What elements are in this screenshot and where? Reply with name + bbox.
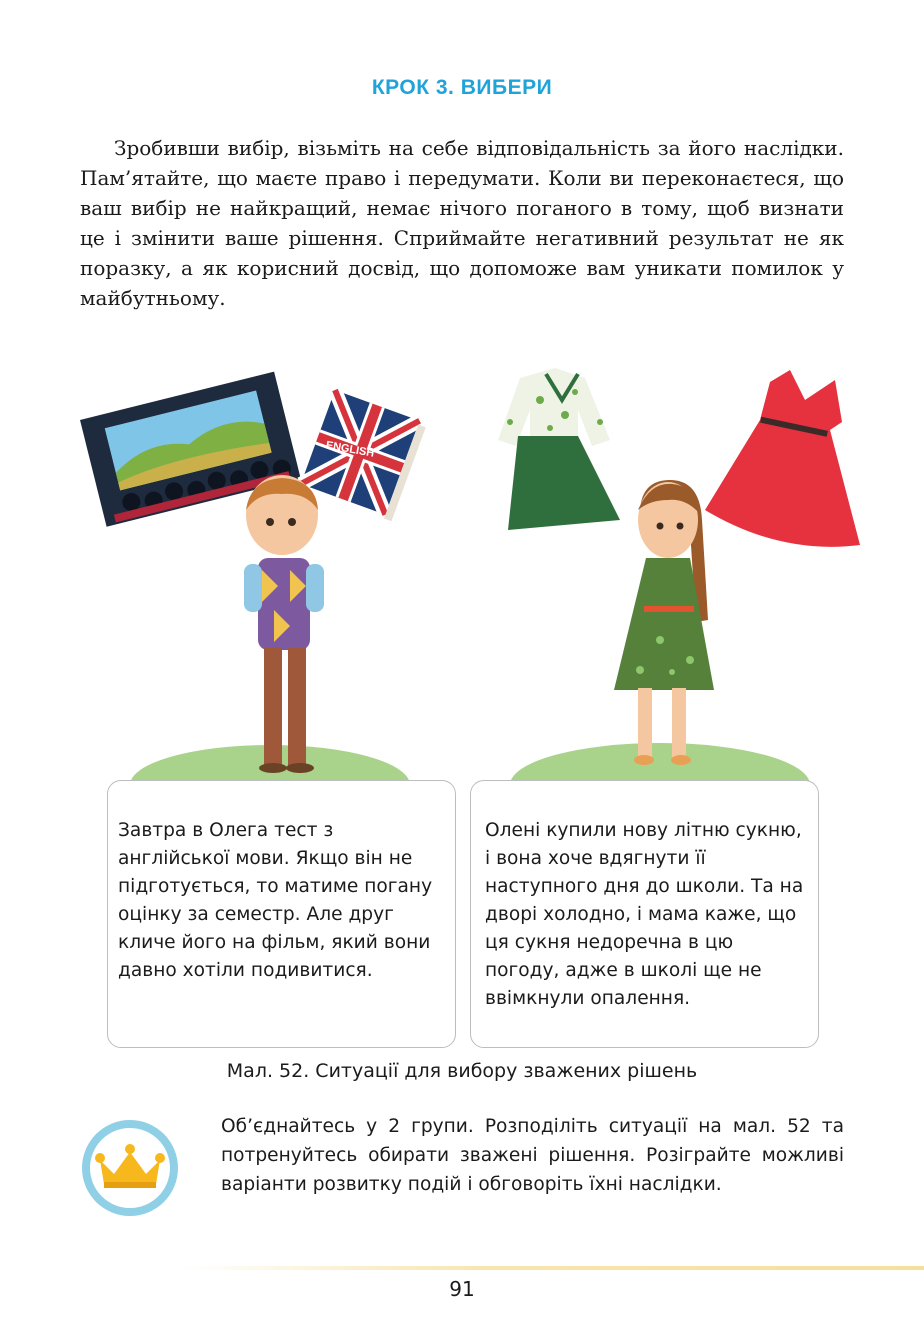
book-label: ENGLISH <box>324 439 376 460</box>
girl-figure <box>614 480 714 765</box>
page-number: 91 <box>449 1277 475 1301</box>
green-dress-icon <box>498 368 620 530</box>
boy-figure <box>244 475 324 773</box>
figure-caption: Мал. 52. Ситуації для вибору зважених рішень <box>226 1060 698 1082</box>
red-dress-icon <box>705 370 860 547</box>
situation-card-left <box>107 780 456 1048</box>
crown-icon <box>80 1118 180 1218</box>
intro-paragraph: Зробивши вибір, візьміть на себе відповідальність за його наслідки. Пам’ятайте, що маєте право і передумати. Коли ви переконаєтеся, що ваш вибір не найкращий, немає нічого поганого в тому, щоб визнати це і змінити ваше рішення. Сприймайте негативний результат не як поразку, а як корисний досвід, що допоможе вам уникати помилок у майбутньому. <box>80 136 844 310</box>
group-task: Об’єднайтесь у 2 групи. Розподіліть ситуації на мал. 52 та потренуйтесь обирати зважені рішення. Розіграйте можливі варіанти розвитку подій і обговоріть їхні наслідки. <box>221 1116 844 1195</box>
footer-divider <box>180 1266 924 1270</box>
situation-text-left: Завтра в Олега тест з англійської мови. Якщо він не підготується, то матиме погану оцінку за семестр. Але друг кличе його на фільм, який вони давно хотіли подивитися. <box>118 820 433 981</box>
situation-card-right <box>470 780 819 1048</box>
situation-text-right: Олені купили нову літню сукню, і вона хоче вдягнути її наступного дня до школи. Та на дворі холодно, і мама каже, що ця сукня недоречна в цю погоду, адже в школі ще не ввімкнули опалення. <box>485 820 804 1009</box>
situations-illustration <box>0 360 924 790</box>
english-book-icon <box>299 390 427 521</box>
section-heading: КРОК 3. ВИБЕРИ <box>371 76 553 99</box>
